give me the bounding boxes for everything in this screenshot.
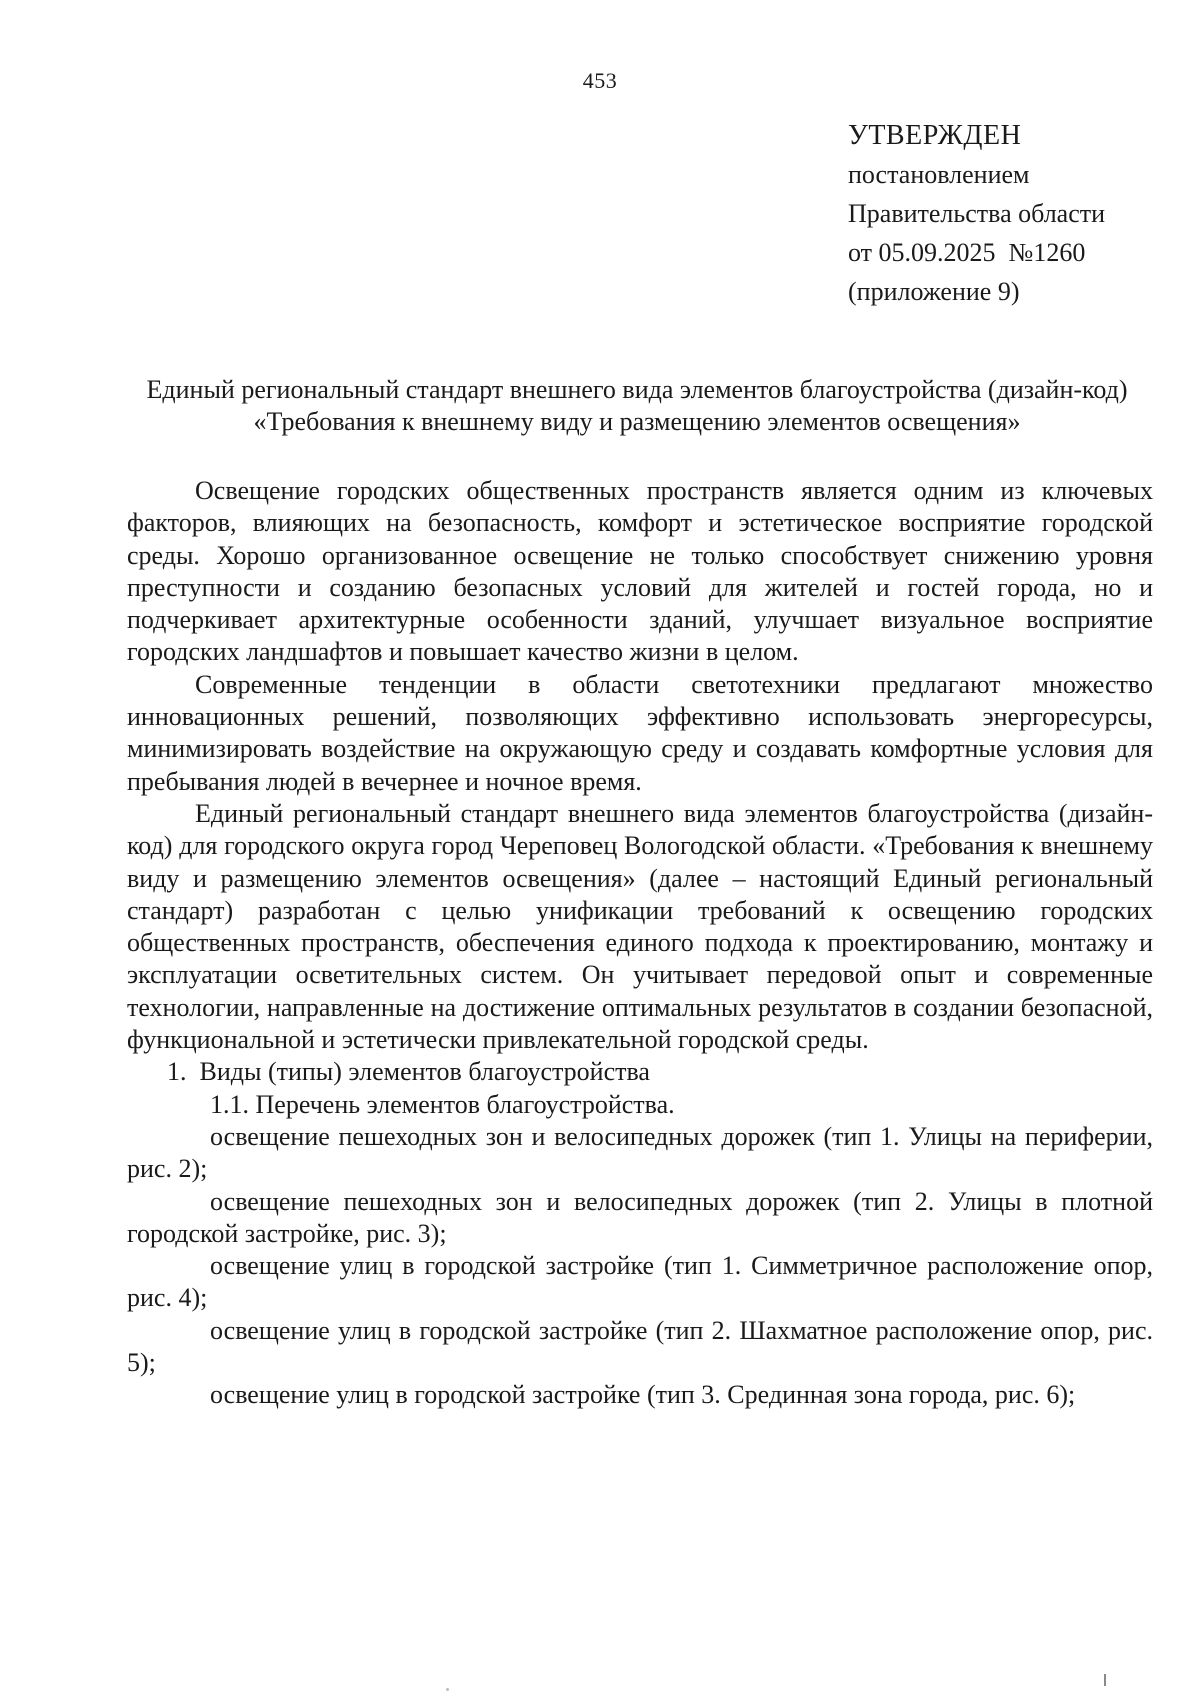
approval-line-approved: УТВЕРЖДЕН — [848, 120, 1022, 151]
list-item: освещение пешеходных зон и велосипедных дорожек (тип 2. Улицы в плотной городской застройке, рис. 3); — [127, 1186, 1153, 1248]
list-item: освещение улиц в городской застройке (тип 2. Шахматное расположение опор, рис. 5); — [127, 1315, 1153, 1378]
section-1-1-intro: 1.1. Перечень элементов благоустройства. — [210, 1089, 675, 1119]
list-item: освещение пешеходных зон и велосипедных дорожек (тип 1. Улицы на периферии, рис. 2); — [127, 1121, 1153, 1184]
paragraph-2: Современные тенденции в области светотехники предлагают множество инновационных решений, позволяющих эффективно использовать энергоресурсы, минимизировать воздействие на окружающую среду и создавать комфортные условия для пребывания людей в вечернее и ночное время. — [127, 669, 1153, 796]
approval-line-date-number: от 05.09.2025 №1260 — [848, 238, 1086, 267]
document-body — [127, 475, 1153, 1412]
section-1-heading: 1. Виды (типы) элементов благоустройства — [167, 1057, 650, 1087]
approval-line-appendix: (приложение 9) — [848, 277, 1020, 306]
page-number: 453 — [582, 68, 618, 93]
list-item: освещение улиц в городской застройке (тип 3. Срединная зона города, рис. 6); — [210, 1380, 1076, 1410]
approval-block — [848, 116, 1105, 311]
list-item: освещение улиц в городской застройке (тип 1. Симметричное расположение опор, рис. 4); — [127, 1251, 1153, 1313]
scan-artifact — [1104, 1674, 1106, 1686]
scan-artifact — [446, 1688, 449, 1691]
document-title: Единый региональный стандарт внешнего вида элементов благоустройства (дизайн-код) «Требования к внешнему виду и размещению элементов освещения» — [146, 375, 1128, 436]
paragraph-1: Освещение городских общественных пространств является одним из ключевых факторов, влияющих на безопасность, комфорт и эстетическое восприятие городской среды. Хорошо организованное освещение не только способствует снижению уровня преступности и созданию безопасных условий для жителей и гостей города, но и подчеркивает архитектурные особенности зданий, улучшает визуальное восприятие городских ландшафтов и повышает качество жизни в целом. — [127, 476, 1153, 667]
approval-line-decree: постановлением — [848, 160, 1030, 189]
paragraph-3: Единый региональный стандарт внешнего вида элементов благоустройства (дизайн-код) для городского округа город Череповец Вологодской области. «Требования к внешнему виду и размещению элементов освещения» (далее – настоящий Единый региональный стандарт) разработан с целью унификации требований к освещению городских общественных пространств, обеспечения единого подхода к проектированию, монтажу и эксплуатации осветительных систем. Он учитывает передовой опыт и современные технологии, направленные на достижение оптимальных результатов в создании безопасной, функциональной и эстетически привлекательной городской среды. — [127, 798, 1153, 1055]
approval-line-government: Правительства области — [848, 199, 1106, 228]
